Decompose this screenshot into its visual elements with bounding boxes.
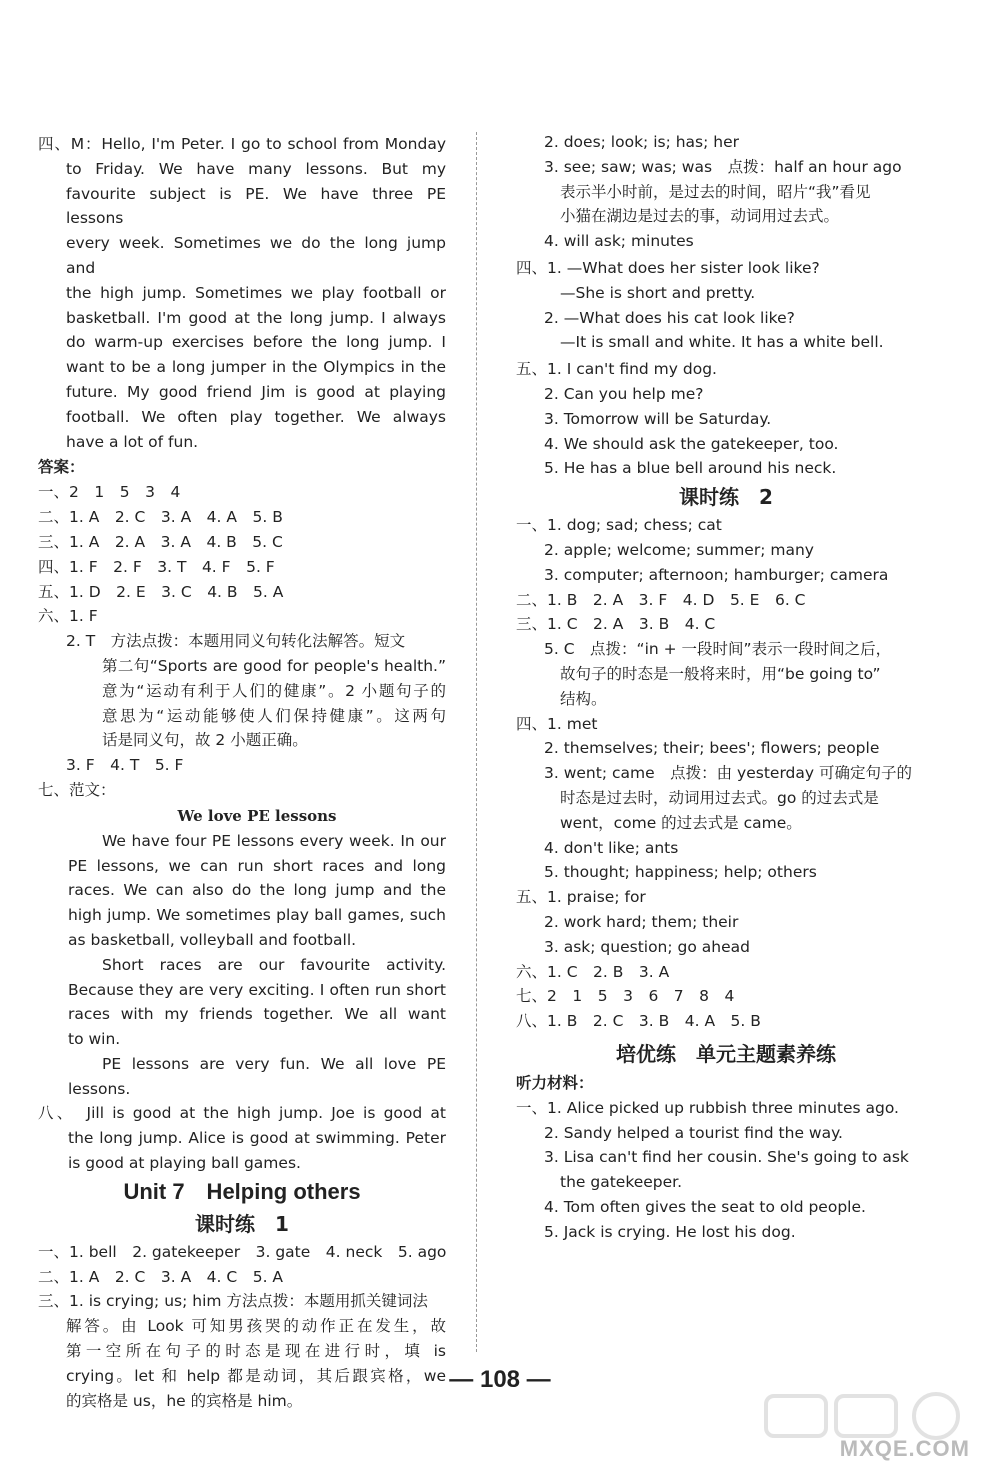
listening-line: 2. Sandy helped a tourist find the way. bbox=[544, 1123, 843, 1142]
lesson-title: 课时练 2 bbox=[679, 485, 773, 510]
essay-line: lessons. bbox=[68, 1079, 131, 1098]
passage-line: have a lot of fun. bbox=[66, 432, 199, 451]
note-line: 表示半小时前，是过去的时间，昭片“我”看见 bbox=[560, 182, 871, 201]
answer-line: 2. does; look; is; has; her bbox=[544, 133, 740, 151]
answer-line: 4. don't like; ants bbox=[544, 838, 679, 857]
answer-line: 七、2 1 5 3 6 7 8 4 bbox=[516, 987, 735, 1006]
note-line: 结构。 bbox=[560, 689, 607, 708]
note-line: 三、1. is crying; us; him 方法点拨：本题用抓关键词法 bbox=[38, 1292, 428, 1311]
essay-line: the long jump. Alice is good at swimming. Peter bbox=[68, 1129, 446, 1148]
answer-line: 二、1. B 2. A 3. F 4. D 5. E 6. C bbox=[516, 590, 806, 609]
note-line: 2. T 方法点拨：本题用同义句转化法解答。短文 bbox=[66, 632, 406, 651]
note-line: 意思为“运动能够使人们保持健康”。这两句 bbox=[102, 706, 446, 725]
note-line: 解答。由 Look 可知男孩哭的动作正在发生，故 bbox=[66, 1317, 446, 1336]
passage-line: football. We often play together. We always bbox=[66, 407, 446, 426]
answers-continued bbox=[516, 130, 936, 254]
listening-line: 一、1. Alice picked up rubbish three minutes ago. bbox=[516, 1098, 899, 1117]
note-line: 话是同义句，故 2 小题正确。 bbox=[102, 731, 308, 750]
passage-line: do warm-up exercises before the long jump. I bbox=[66, 333, 446, 352]
listening-line: 4. Tom often gives the seat to old people. bbox=[544, 1198, 866, 1217]
section-five bbox=[516, 357, 936, 481]
essay-title: We love PE lessons bbox=[177, 806, 337, 825]
answers-list bbox=[38, 480, 446, 629]
note-line: 时态是过去时，动词用过去式。go 的过去式是 bbox=[560, 788, 879, 807]
answer-line: 四、1. F 2. F 3. T 4. F 5. F bbox=[38, 557, 275, 576]
answer-line: 5. He has a blue bell around his neck. bbox=[544, 459, 837, 478]
essay bbox=[38, 829, 446, 1102]
answer-line: 2. themselves; their; bees'; flowers; people bbox=[544, 739, 880, 758]
essay-line: Because they are very exciting. I often run short bbox=[68, 980, 446, 999]
answer-line: —She is short and pretty. bbox=[560, 283, 756, 302]
lesson-title: 课时练 1 bbox=[195, 1211, 289, 1236]
answer-line: 五、1. I can't find my dog. bbox=[516, 360, 717, 379]
essay-line: PE lessons are very fun. We all love PE bbox=[102, 1054, 446, 1073]
answer-line: 五、1. D 2. E 3. C 4. B 5. A bbox=[38, 582, 284, 601]
passage-line: the high jump. Sometimes we play football or bbox=[66, 283, 446, 302]
method-note bbox=[38, 629, 446, 753]
essay-line: races. We can also do the long jump and the bbox=[68, 881, 446, 900]
answer-line: 一、2 1 5 3 4 bbox=[38, 483, 181, 502]
passage-line: every week. Sometimes we do the long jump and bbox=[66, 234, 446, 277]
note-line: 第二句“Sports are good for people's health.” bbox=[102, 656, 446, 675]
section-eight bbox=[38, 1101, 446, 1175]
listening-material bbox=[516, 1096, 936, 1245]
essay-line: races with my friends together. We all want bbox=[68, 1005, 446, 1024]
passage-line: to Friday. We have many lessons. But my bbox=[66, 159, 446, 178]
answers-heading: 答案： bbox=[38, 458, 85, 477]
essay-line: high jump. We sometimes play ball games, such bbox=[68, 906, 446, 925]
note-line: 小猫在湖边是过去的事，动词用过去式。 bbox=[560, 207, 840, 226]
note-line: 故句子的时态是一般将来时，用“be going to” bbox=[560, 664, 881, 683]
listening-passage bbox=[38, 132, 446, 454]
answer-line: 3. Tomorrow will be Saturday. bbox=[544, 409, 772, 428]
answer-line: 5. thought; happiness; help; others bbox=[544, 863, 817, 882]
answer-line: 二、1. A 2. C 3. A 4. A 5. B bbox=[38, 508, 283, 527]
answer-line: 4. will ask; minutes bbox=[544, 232, 694, 251]
answer-line: 五、1. praise; for bbox=[516, 888, 646, 907]
answer-line: 八、1. B 2. C 3. B 4. A 5. B bbox=[516, 1012, 761, 1031]
answer-line: 六、1. C 2. B 3. A bbox=[516, 962, 670, 981]
answer-line: 四、1. met bbox=[516, 714, 598, 733]
passage-line: want to be a long jumper in the Olympics in the bbox=[66, 358, 446, 377]
watermark-text: MXQE.COM bbox=[839, 1436, 970, 1461]
listening-label: 听力材料： bbox=[516, 1073, 594, 1092]
section-four bbox=[516, 256, 936, 355]
note-line: 的宾格是 us，he 的宾格是 him。 bbox=[66, 1391, 303, 1410]
answer-line: 2. work hard; them; their bbox=[544, 912, 739, 931]
lesson2-answers bbox=[516, 513, 936, 1034]
right-column bbox=[516, 130, 936, 1245]
answer-line: 六、1. F bbox=[38, 607, 98, 626]
essay-line: Short races are our favourite activity. bbox=[102, 955, 446, 974]
note-line: 5. C 点拨：“in + 一段时间”表示一段时间之后， bbox=[544, 640, 892, 659]
essay-line: is good at playing ball games. bbox=[68, 1154, 301, 1173]
answer-line: 3. ask; question; go ahead bbox=[544, 937, 750, 956]
answer-line: 2. apple; welcome; summer; many bbox=[544, 540, 814, 559]
method-note bbox=[38, 1289, 446, 1413]
passage-line: basketball. I'm good at the long jump. I always bbox=[66, 308, 446, 327]
answer-line: 三、1. C 2. A 3. B 4. C bbox=[516, 615, 716, 634]
listening-line: 5. Jack is crying. He lost his dog. bbox=[544, 1222, 796, 1241]
essay-line: to win. bbox=[68, 1030, 121, 1049]
answer-line: 3. F 4. T 5. F bbox=[66, 756, 184, 775]
section-label: 七、范文： bbox=[38, 780, 116, 799]
answer-line: 3. computer; afternoon; hamburger; camera bbox=[544, 565, 889, 584]
answer-line: 一、1. dog; sad; chess; cat bbox=[516, 516, 722, 535]
answer-line: 2. —What does his cat look like? bbox=[544, 308, 795, 327]
answer-line: 二、1. A 2. C 3. A 4. C 5. A bbox=[38, 1267, 284, 1286]
essay-line: PE lessons, we can run short races and long bbox=[68, 856, 446, 875]
left-column bbox=[38, 132, 446, 1413]
note-line: 第一空所在句子的时态是现在进行时，填 is bbox=[66, 1342, 446, 1361]
essay-line: as basketball, volleyball and football. bbox=[68, 930, 357, 949]
page-number: — 108 — bbox=[449, 1366, 551, 1393]
answer-line: 三、1. A 2. A 3. A 4. B 5. C bbox=[38, 532, 283, 551]
note-line: crying。let 和 help 都是动词，其后跟宾格，we bbox=[66, 1366, 446, 1385]
passage-line: 四、M：Hello, I'm Peter. I go to school from Monday bbox=[38, 135, 446, 153]
note-line: went，come 的过去式是 came。 bbox=[560, 813, 802, 832]
listening-line: 3. Lisa can't find her cousin. She's going to ask bbox=[544, 1148, 909, 1167]
passage-line: future. My good friend Jim is good at playing bbox=[66, 382, 446, 401]
extra-practice-title: 培优练 单元主题素养练 bbox=[616, 1041, 836, 1066]
listening-line: the gatekeeper. bbox=[560, 1173, 683, 1192]
answer-line: 四、1. —What does her sister look like? bbox=[516, 258, 820, 277]
essay-line: 八、 Jill is good at the high jump. Joe is good at bbox=[38, 1104, 446, 1123]
answer-line: 3. see; saw; was; was 点拨：half an hour ago bbox=[544, 157, 902, 176]
passage-line: favourite subject is PE. We have three PE lessons bbox=[66, 184, 446, 228]
unit-title: Unit 7 Helping others bbox=[123, 1178, 361, 1204]
answer-line: 2. Can you help me? bbox=[544, 384, 704, 403]
essay-line: We have four PE lessons every week. In our bbox=[102, 831, 446, 850]
note-line: 意为“运动有利于人们的健康”。2 小题句子的 bbox=[102, 681, 446, 700]
note-line: 3. went; came 点拨：由 yesterday 可确定句子的 bbox=[544, 764, 912, 783]
answer-line: 一、1. bell 2. gatekeeper 3. gate 4. neck 5. ago bbox=[38, 1242, 447, 1261]
answer-line: —It is small and white. It has a white bell. bbox=[560, 333, 884, 352]
column-divider bbox=[476, 132, 477, 1352]
answer-line: 4. We should ask the gatekeeper, too. bbox=[544, 434, 839, 453]
